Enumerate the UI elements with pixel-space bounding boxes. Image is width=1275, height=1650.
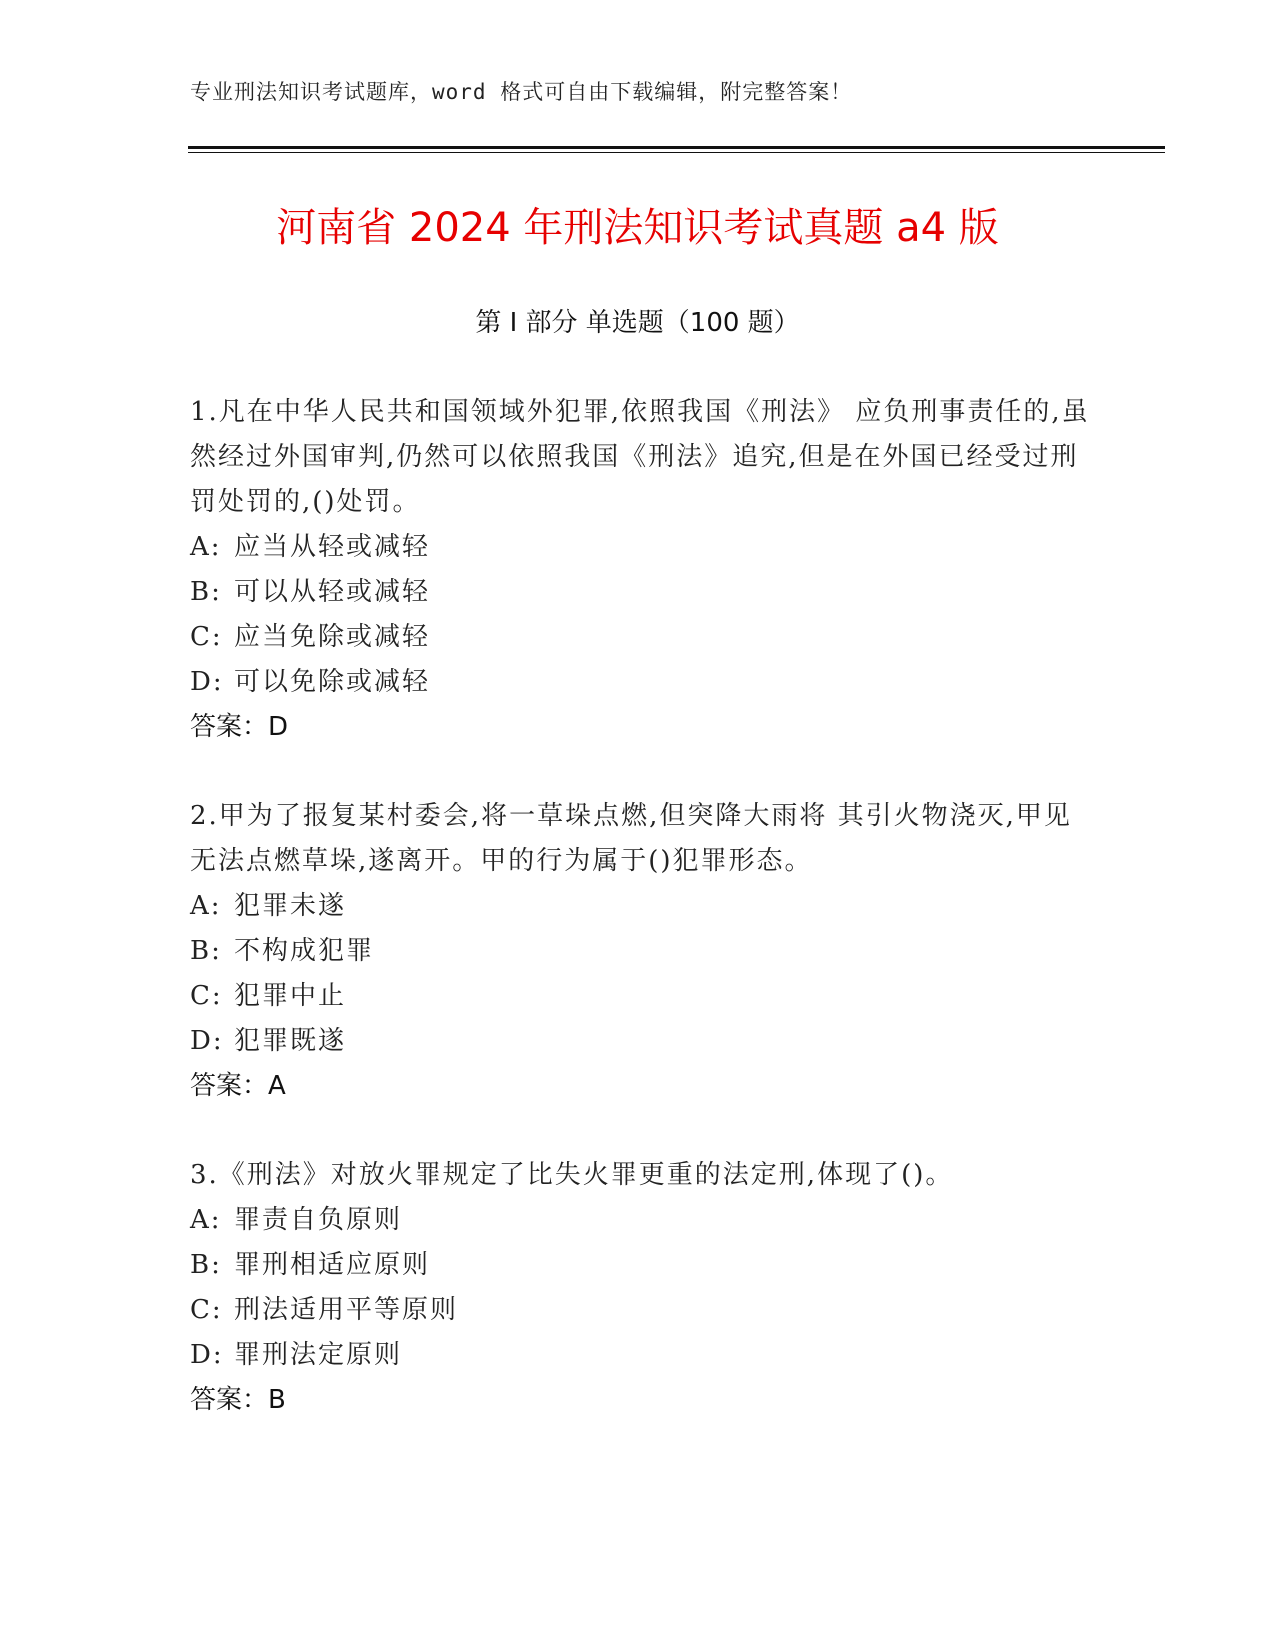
header-rule-thick (188, 146, 1165, 149)
option-text: 犯罪中止 (234, 981, 347, 1011)
option-b (190, 1243, 1090, 1288)
option-text: 应当免除或减轻 (234, 622, 431, 652)
option-text: 罪刑法定原则 (234, 1340, 403, 1370)
option-letter: D: (190, 667, 224, 697)
option-letter: B: (190, 577, 222, 607)
option-letter: A: (190, 891, 222, 921)
option-a (190, 525, 1090, 570)
option-a (190, 1198, 1090, 1243)
option-d (190, 660, 1090, 705)
option-letter: D: (190, 1340, 224, 1370)
answer-line: 答案：B (190, 1385, 286, 1415)
option-b (190, 929, 1090, 974)
option-text: 犯罪既遂 (234, 1026, 347, 1056)
option-text: 不构成犯罪 (234, 936, 375, 966)
option-letter: C: (190, 622, 223, 652)
option-b (190, 570, 1090, 615)
option-d (190, 1333, 1090, 1378)
question-list (190, 390, 1090, 1467)
question-stem: 3.《刑法》对放火罪规定了比失火罪更重的法定刑,体现了()。 (190, 1160, 954, 1190)
question-stem: 2.甲为了报复某村委会,将一草垛点燃,但突降大雨将 其引火物浇灭,甲见无法点燃草垛,遂离开。甲的行为属于()犯罪形态。 (190, 801, 1072, 876)
option-letter: A: (190, 532, 222, 562)
option-letter: C: (190, 981, 223, 1011)
question-3 (190, 1153, 1090, 1423)
option-a (190, 884, 1090, 929)
option-text: 应当从轻或减轻 (234, 532, 431, 562)
option-c (190, 974, 1090, 1019)
section-heading: 第 I 部分 单选题（100 题） (475, 308, 800, 338)
option-text: 可以从轻或减轻 (234, 577, 431, 607)
question-1 (190, 390, 1090, 750)
option-text: 罪责自负原则 (234, 1205, 403, 1235)
option-text: 罪刑相适应原则 (234, 1250, 431, 1280)
option-text: 犯罪未遂 (234, 891, 347, 921)
option-text: 刑法适用平等原则 (234, 1295, 459, 1325)
question-stem: 1.凡在中华人民共和国领域外犯罪,依照我国《刑法》 应负刑事责任的,虽然经过外国审判,仍然可以依照我国《刑法》追究,但是在外国已经受过刑罚处罚的,()处罚。 (190, 397, 1090, 517)
option-c (190, 615, 1090, 660)
document-title: 河南省 2024 年刑法知识考试真题 a4 版 (276, 205, 999, 251)
option-c (190, 1288, 1090, 1333)
option-letter: C: (190, 1295, 223, 1325)
option-d (190, 1019, 1090, 1064)
option-letter: B: (190, 1250, 222, 1280)
option-text: 可以免除或减轻 (234, 667, 431, 697)
answer-line: 答案：A (190, 1071, 286, 1101)
option-letter: D: (190, 1026, 224, 1056)
answer-line: 答案：D (190, 712, 289, 742)
header-rule-thin (188, 152, 1165, 153)
question-2 (190, 794, 1090, 1109)
option-letter: A: (190, 1205, 222, 1235)
header-note: 专业刑法知识考试题库，word 格式可自由下载编辑，附完整答案！ (190, 80, 853, 104)
option-letter: B: (190, 936, 222, 966)
